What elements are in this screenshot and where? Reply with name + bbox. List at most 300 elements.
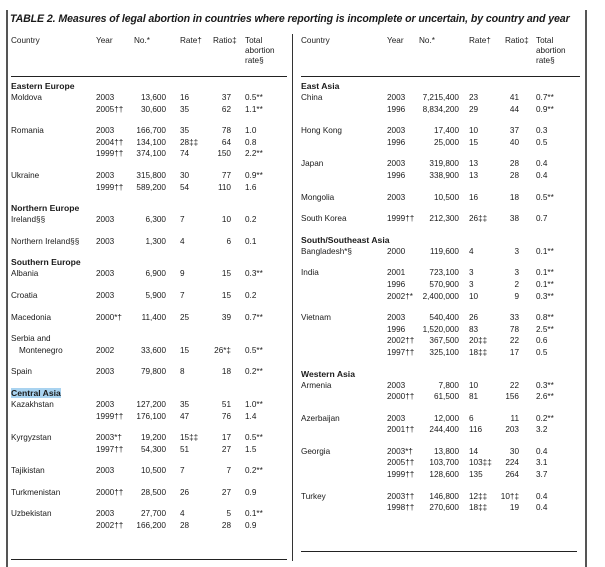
table-title: TABLE 2. Measures of legal abortion in countries where reporting is incomplete or uncertain, by country and year — [10, 13, 570, 25]
table-row — [11, 137, 287, 149]
cell-total-abortion-rate: 0.1** — [536, 279, 554, 289]
cell-total-abortion-rate: 0.2 — [245, 290, 257, 300]
cell-total-abortion-rate: 3.7 — [536, 470, 548, 480]
cell-total-abortion-rate: 0.4 — [536, 446, 548, 456]
table-row — [301, 246, 580, 258]
cell-rate: 18‡‡ — [469, 503, 488, 513]
cell-rate: 9 — [180, 269, 185, 279]
country-name: Tajikistan — [11, 466, 45, 476]
cell-number: 103,700 — [429, 458, 459, 468]
country-entry — [11, 236, 287, 248]
cell-number: 166,700 — [136, 126, 166, 136]
cell-ratio: 39 — [221, 312, 231, 322]
cell-rate: 47 — [180, 411, 190, 421]
region-heading: Western Asia — [301, 368, 355, 379]
table-row — [11, 214, 287, 226]
cell-number: 119,600 — [430, 246, 459, 256]
cell-ratio: 33 — [509, 313, 519, 323]
country-entry — [301, 158, 580, 181]
cell-number: 17,400 — [433, 126, 459, 136]
cell-rate: 35 — [180, 126, 190, 136]
cell-year: 1996 — [387, 137, 406, 147]
cell-number: 166,200 — [136, 521, 166, 531]
cell-total-abortion-rate: 0.2** — [536, 413, 554, 423]
region-heading: Central Asia — [11, 387, 61, 398]
cell-total-abortion-rate: 3.2 — [536, 425, 548, 435]
country-name: China — [301, 93, 323, 102]
cell-year: 2003 — [387, 313, 406, 323]
cell-number: 10,500 — [433, 192, 459, 202]
country-name: Kazakhstan — [11, 399, 54, 409]
cell-ratio: 41 — [509, 93, 519, 102]
table-row — [301, 158, 580, 170]
cell-total-abortion-rate: 2.2** — [245, 149, 263, 159]
cell-ratio: 17 — [509, 347, 519, 357]
cell-rate: 81 — [469, 392, 479, 402]
table-row — [301, 502, 580, 514]
cell-ratio: 6 — [226, 236, 231, 246]
cell-year: 2003 — [96, 509, 115, 519]
cell-total-abortion-rate: 0.5** — [245, 433, 263, 443]
cell-rate: 7 — [180, 290, 185, 300]
cell-year: 1996 — [387, 104, 406, 114]
left-table-body — [11, 81, 287, 532]
cell-ratio: 19 — [509, 503, 519, 513]
cell-year: 2002†† — [96, 521, 124, 531]
table-row — [301, 424, 580, 436]
cell-year: 2003 — [387, 413, 406, 423]
cell-ratio: 150 — [217, 149, 231, 159]
cell-year: 2005†† — [96, 104, 124, 114]
cell-rate: 3 — [469, 268, 474, 278]
cell-total-abortion-rate: 0.2** — [245, 466, 263, 476]
header-country: Country — [11, 36, 40, 45]
cell-year: 1999†† — [96, 411, 124, 421]
country-entry — [11, 312, 287, 324]
cell-ratio: 10†‡ — [500, 491, 519, 501]
cell-number: 5,900 — [145, 290, 166, 300]
country-entry — [11, 170, 287, 193]
cell-rate: 30 — [180, 170, 190, 180]
country-name: Northern Ireland§§ — [11, 236, 80, 246]
cell-number: 319,800 — [429, 159, 459, 169]
cell-year: 2003 — [387, 192, 406, 202]
cell-rate: 25 — [180, 312, 190, 322]
cell-year: 2003 — [96, 290, 115, 300]
cell-number: 11,400 — [141, 312, 166, 322]
cell-total-abortion-rate: 0.3** — [536, 291, 554, 301]
cell-rate: 51 — [180, 444, 190, 454]
cell-number: 570,900 — [429, 279, 459, 289]
country-name: Ukraine — [11, 170, 40, 180]
cell-total-abortion-rate: 0.8** — [536, 313, 554, 323]
table-row — [301, 457, 580, 469]
cell-rate: 103‡‡ — [469, 458, 492, 468]
country-entry — [11, 92, 287, 115]
table-row — [301, 192, 580, 204]
cell-total-abortion-rate: 0.4 — [536, 491, 548, 501]
table-row — [301, 279, 580, 291]
country-entry — [11, 290, 287, 302]
cell-total-abortion-rate: 0.9 — [245, 487, 257, 497]
cell-rate: 16 — [180, 93, 190, 102]
table-header — [301, 36, 580, 77]
cell-rate: 3 — [469, 279, 474, 289]
cell-ratio: 44 — [509, 104, 519, 114]
table-row — [301, 491, 580, 503]
cell-year: 1996 — [387, 324, 406, 334]
cell-rate: 35 — [180, 399, 190, 409]
country-entry — [11, 125, 287, 160]
cell-ratio: 3 — [514, 246, 519, 256]
right-table-body — [301, 81, 580, 514]
country-name: Bangladesh*§ — [301, 246, 352, 256]
cell-ratio: 203 — [505, 425, 519, 435]
cell-total-abortion-rate: 0.1 — [245, 236, 257, 246]
cell-ratio: 78 — [509, 324, 519, 334]
cell-rate: 18‡‡ — [469, 347, 488, 357]
cell-year: 1996 — [387, 279, 406, 289]
cell-rate: 83 — [469, 324, 479, 334]
table-row — [301, 125, 580, 137]
region-heading: South/Southeast Asia — [301, 234, 390, 245]
table-row — [301, 104, 580, 116]
cell-rate: 13 — [469, 170, 479, 180]
cell-rate: 54 — [180, 182, 190, 192]
cell-ratio: 110 — [217, 182, 231, 192]
table-row — [301, 391, 580, 403]
cell-year: 2004†† — [96, 137, 124, 147]
cell-rate: 13 — [469, 159, 479, 169]
cell-number: 338,900 — [429, 170, 459, 180]
cell-ratio: 11 — [510, 413, 519, 423]
country-name: Moldova — [11, 93, 42, 102]
table-row — [11, 268, 287, 280]
cell-year: 2005†† — [387, 458, 415, 468]
cell-total-abortion-rate: 1.1** — [245, 104, 263, 114]
cell-total-abortion-rate: 0.2** — [245, 367, 263, 377]
cell-rate: 74 — [180, 149, 190, 159]
cell-total-abortion-rate: 0.4 — [536, 503, 548, 513]
country-name: Montenegro — [19, 345, 63, 355]
country-name: South Korea — [301, 214, 347, 224]
cell-total-abortion-rate: 0.8 — [245, 137, 257, 147]
cell-year: 1998†† — [387, 503, 415, 513]
header-year: Year — [387, 36, 404, 45]
cell-year: 2003*† — [387, 446, 413, 456]
cell-ratio: 22 — [509, 380, 519, 390]
country-name: Spain — [11, 367, 32, 377]
page-right-border — [585, 10, 587, 567]
cell-ratio: 27 — [221, 487, 231, 497]
cell-total-abortion-rate: 0.5** — [536, 192, 554, 202]
country-name: India — [301, 268, 319, 278]
cell-total-abortion-rate: 0.7 — [536, 214, 548, 224]
cell-number: 1,520,000 — [422, 324, 459, 334]
table-row — [11, 148, 287, 160]
country-name: Turkmenistan — [11, 487, 61, 497]
cell-ratio: 76 — [221, 411, 231, 421]
cell-year: 2003 — [387, 380, 406, 390]
table-row — [301, 137, 580, 149]
header-total-abortion-rate: Total abortion rate§ — [245, 36, 275, 65]
table-row — [11, 444, 287, 456]
cell-number: 61,500 — [433, 392, 459, 402]
cell-ratio: 64 — [221, 137, 231, 147]
cell-year: 2001 — [387, 268, 406, 278]
table-row — [11, 104, 287, 116]
cell-number: 723,100 — [429, 268, 459, 278]
cell-rate: 135 — [469, 470, 483, 480]
table-bottom-rule — [11, 559, 287, 560]
country-entry — [301, 92, 580, 115]
country-entry — [301, 125, 580, 148]
cell-year: 2002†* — [387, 291, 413, 301]
cell-ratio: 7 — [226, 466, 231, 476]
cell-year: 2003†† — [387, 491, 415, 501]
cell-ratio: 28 — [509, 159, 519, 169]
table-row — [11, 125, 287, 137]
country-entry — [11, 487, 287, 499]
cell-number: 325,100 — [429, 347, 459, 357]
country-name: Vietnam — [301, 313, 331, 323]
header-ratio: Ratio‡ — [505, 36, 529, 45]
cell-ratio: 224 — [505, 458, 519, 468]
cell-number: 8,834,200 — [422, 104, 459, 114]
cell-total-abortion-rate: 1.4 — [245, 411, 257, 421]
cell-number: 19,200 — [140, 433, 166, 443]
country-entry — [11, 399, 287, 422]
country-entry — [301, 267, 580, 302]
cell-ratio: 15 — [221, 290, 231, 300]
cell-number: 7,800 — [438, 380, 459, 390]
page-left-border — [6, 10, 8, 567]
table-row — [11, 182, 287, 194]
cell-number: 127,200 — [136, 399, 166, 409]
country-entry — [11, 432, 287, 455]
country-entry — [301, 491, 580, 514]
cell-number: 7,215,400 — [422, 93, 459, 102]
country-entry — [11, 333, 287, 356]
cell-number: 10,500 — [140, 466, 166, 476]
cell-number: 25,000 — [433, 137, 459, 147]
cell-number: 270,600 — [429, 503, 459, 513]
header-rate: Rate† — [180, 36, 202, 45]
cell-total-abortion-rate: 0.3 — [536, 126, 548, 136]
cell-total-abortion-rate: 2.5** — [536, 324, 554, 334]
cell-year: 2002 — [96, 345, 115, 355]
cell-rate: 10 — [469, 380, 479, 390]
cell-ratio: 38 — [509, 214, 519, 224]
right-table-panel — [301, 36, 580, 524]
cell-ratio: 30 — [509, 446, 519, 456]
cell-rate: 14 — [469, 446, 479, 456]
cell-total-abortion-rate: 0.9** — [536, 104, 554, 114]
cell-ratio: 37 — [221, 93, 231, 102]
country-name: Hong Kong — [301, 126, 342, 136]
cell-year: 1996 — [387, 170, 406, 180]
country-name: Mongolia — [301, 192, 335, 202]
table-row — [11, 411, 287, 423]
header-no: No.* — [419, 36, 435, 45]
cell-ratio: 18 — [221, 367, 231, 377]
country-name: Turkey — [301, 491, 326, 501]
cell-year: 2000*† — [96, 312, 122, 322]
cell-year: 2003 — [96, 215, 115, 225]
cell-number: 30,600 — [140, 104, 166, 114]
cell-ratio: 78 — [221, 126, 231, 136]
left-table-panel — [11, 36, 287, 542]
cell-number: 589,200 — [136, 182, 166, 192]
cell-rate: 4 — [469, 246, 474, 256]
cell-number: 13,800 — [433, 446, 459, 456]
country-entry — [301, 413, 580, 436]
cell-year: 1999†† — [96, 182, 124, 192]
cell-ratio: 3 — [514, 268, 519, 278]
cell-ratio: 156 — [505, 392, 519, 402]
cell-rate: 12‡‡ — [469, 491, 488, 501]
header-no: No.* — [134, 36, 150, 45]
cell-year: 2003 — [96, 236, 115, 246]
table-row — [11, 170, 287, 182]
table-row — [301, 92, 580, 104]
cell-number: 6,900 — [145, 269, 166, 279]
cell-number: 367,500 — [429, 336, 459, 346]
cell-number: 128,600 — [429, 470, 459, 480]
cell-rate: 26 — [469, 313, 479, 323]
cell-year: 2003 — [96, 399, 115, 409]
country-entry — [301, 312, 580, 358]
cell-rate: 29 — [469, 104, 479, 114]
country-name: Uzbekistan — [11, 509, 52, 519]
cell-number: 134,100 — [136, 137, 166, 147]
cell-rate: 28‡‡ — [180, 137, 199, 147]
cell-number: 6,300 — [145, 215, 166, 225]
header-total-abortion-rate: Total abortion rate§ — [536, 36, 566, 65]
cell-total-abortion-rate: 0.1** — [245, 509, 263, 519]
cell-rate: 35 — [180, 104, 190, 114]
cell-ratio: 28 — [221, 521, 231, 531]
cell-number: 176,100 — [136, 411, 166, 421]
country-name: Japan — [301, 159, 324, 169]
cell-rate: 16 — [469, 192, 479, 202]
country-entry — [301, 246, 580, 258]
cell-total-abortion-rate: 0.9 — [245, 521, 257, 531]
cell-total-abortion-rate: 1.0 — [245, 126, 257, 136]
cell-number: 12,000 — [433, 413, 459, 423]
cell-year: 2003*† — [96, 433, 122, 443]
region-heading: Eastern Europe — [11, 81, 75, 91]
cell-number: 28,500 — [140, 487, 166, 497]
cell-rate: 28 — [180, 521, 190, 531]
table-bottom-rule — [301, 551, 577, 552]
table-row — [11, 290, 287, 302]
cell-rate: 116 — [469, 425, 483, 435]
table-row — [11, 345, 287, 357]
cell-year: 2003 — [96, 367, 115, 377]
cell-rate: 15 — [469, 137, 479, 147]
country-entry — [301, 380, 580, 403]
table-row — [11, 432, 287, 444]
table-row — [11, 312, 287, 324]
country-name: Croatia — [11, 290, 38, 300]
table-row — [301, 291, 580, 303]
cell-rate: 20‡‡ — [469, 336, 488, 346]
cell-total-abortion-rate: 2.6** — [536, 392, 554, 402]
cell-ratio: 15 — [221, 269, 231, 279]
table-row — [301, 324, 580, 336]
cell-number: 79,800 — [140, 367, 166, 377]
table-row — [301, 380, 580, 392]
table-row — [301, 347, 580, 359]
cell-ratio: 264 — [505, 470, 519, 480]
cell-rate: 26 — [180, 487, 190, 497]
country-entry — [11, 508, 287, 531]
cell-ratio: 5 — [226, 509, 231, 519]
table-row — [11, 92, 287, 104]
cell-ratio: 17 — [221, 433, 231, 443]
cell-ratio: 62 — [221, 104, 231, 114]
cell-year: 2003 — [96, 93, 115, 102]
cell-number: 27,700 — [140, 509, 166, 519]
cell-total-abortion-rate: 0.4 — [536, 170, 548, 180]
cell-ratio: 26*‡ — [214, 345, 231, 355]
cell-number: 33,600 — [140, 345, 166, 355]
country-entry — [301, 192, 580, 204]
cell-number: 146,800 — [429, 491, 459, 501]
header-country: Country — [301, 36, 330, 45]
table-row — [11, 487, 287, 499]
column-divider — [292, 34, 293, 561]
table-row — [301, 413, 580, 425]
cell-total-abortion-rate: 0.7** — [245, 312, 263, 322]
cell-year: 2003 — [387, 93, 406, 102]
cell-total-abortion-rate: 1.5 — [245, 444, 257, 454]
cell-year: 2000†† — [387, 392, 415, 402]
country-name: Georgia — [301, 446, 331, 456]
country-name: Kyrgyzstan — [11, 433, 52, 443]
cell-number: 13,600 — [140, 93, 166, 102]
cell-rate: 7 — [180, 215, 185, 225]
cell-rate: 8 — [180, 367, 185, 377]
table-header — [11, 36, 287, 77]
cell-ratio: 2 — [514, 279, 519, 289]
cell-number: 540,400 — [429, 313, 459, 323]
cell-number: 315,800 — [136, 170, 166, 180]
cell-number: 2,400,000 — [422, 291, 459, 301]
table-row — [11, 520, 287, 532]
cell-rate: 23 — [469, 93, 479, 102]
cell-year: 1997†† — [96, 444, 124, 454]
country-entry — [301, 213, 580, 225]
country-name: Serbia and — [11, 334, 51, 344]
cell-total-abortion-rate: 0.2 — [245, 215, 257, 225]
cell-rate: 26‡‡ — [469, 214, 488, 224]
cell-year: 1999†† — [96, 149, 124, 159]
table-row — [301, 335, 580, 347]
country-name: Macedonia — [11, 312, 52, 322]
cell-total-abortion-rate: 0.5** — [245, 93, 263, 102]
region-heading: Northern Europe — [11, 203, 80, 214]
cell-total-abortion-rate: 0.5 — [536, 347, 548, 357]
cell-ratio: 10 — [221, 215, 231, 225]
cell-rate: 10 — [469, 291, 479, 301]
cell-ratio: 27 — [221, 444, 231, 454]
country-name: Romania — [11, 126, 44, 136]
cell-rate: 7 — [180, 466, 185, 476]
cell-ratio: 22 — [509, 336, 519, 346]
cell-ratio: 18 — [509, 192, 519, 202]
